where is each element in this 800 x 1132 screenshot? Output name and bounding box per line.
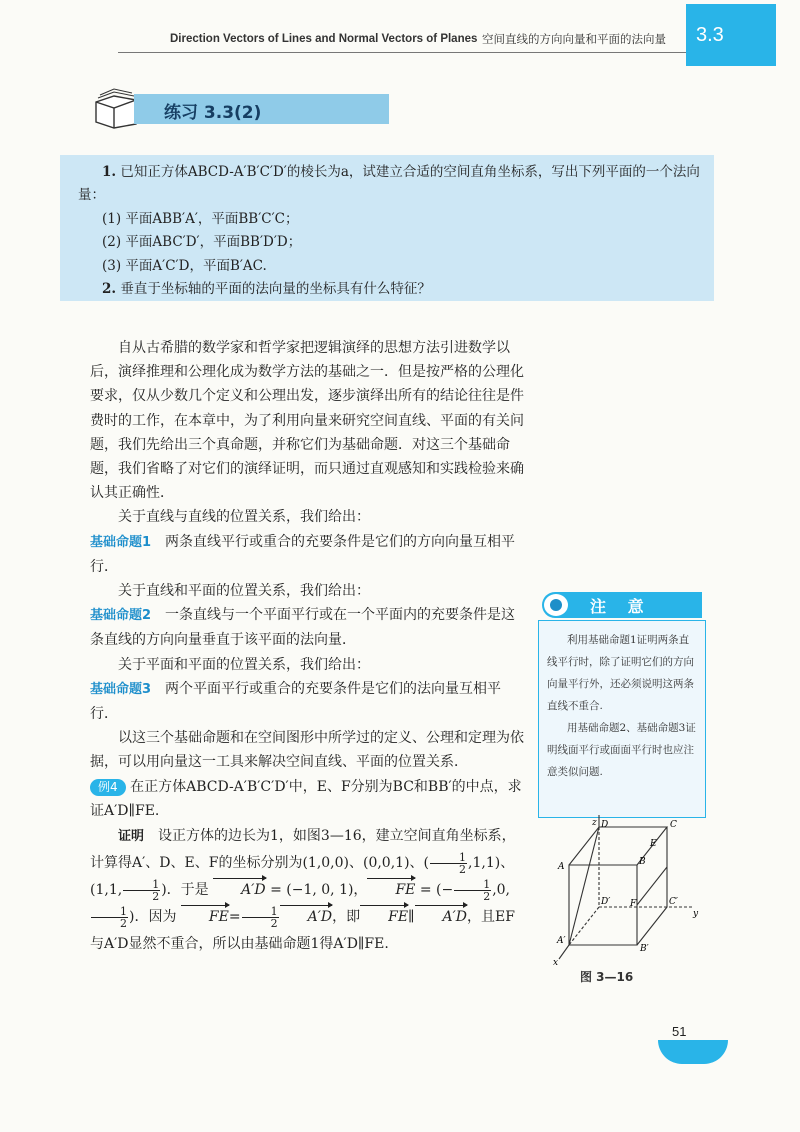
prop3-text: 两个平面平行或重合的充要条件是它们的法向量互相平行． <box>90 680 502 723</box>
prop2-text: 一条直线与一个平面平行或在一个平面内的充要条件是这条直线的方向向量垂直于该平面的法向量． <box>90 607 516 649</box>
header-rule <box>118 52 698 53</box>
label-z: z <box>592 818 597 828</box>
proof-part-4: ，且EF与A′D显然不重合，所以由基础命题1得A′D∥FE. <box>90 909 515 953</box>
eye-icon <box>544 594 568 616</box>
header-title-zh: 空间直线的方向向量和平面的法向量 <box>482 32 666 46</box>
summary-paragraph: 以这三个基础命题和在空间图形中所学过的定义、公理和定理为依据，可以用向量这一工具来解决空间直线、平面的位置关系． <box>90 730 524 771</box>
proof-part-1: 设正方体的边长为1，如图3—16，建立空间直角坐标系，计算得A′、D、E、F的坐标分别为(1,0,0)、(0,0,1)、 <box>90 828 516 872</box>
q1-number: 1. <box>102 164 117 180</box>
example-4 <box>90 775 528 823</box>
exercise-q2 <box>78 278 700 301</box>
proof-part-3: 因为 <box>148 909 177 926</box>
cube-figure <box>553 815 703 970</box>
note-header <box>540 592 708 622</box>
book-icon <box>92 88 140 130</box>
header-title-en: Direction Vectors of Lines and Normal Vectors of Planes <box>170 33 478 45</box>
label-B: B <box>639 857 646 867</box>
proof-part-2: 于是 <box>180 882 209 899</box>
note-title: 注 意 <box>590 597 652 616</box>
note-box <box>538 620 706 818</box>
q1-item-2: (2) 平面ABC′D′，平面BB′D′D； <box>102 234 302 251</box>
section-tab: 3.3 <box>686 4 776 66</box>
prop2-label: 基础命题2 <box>90 608 152 624</box>
exercise-heading <box>92 88 532 130</box>
page-number-area <box>658 1024 728 1058</box>
lead-3: 关于平面和平面的位置关系，我们给出： <box>118 656 370 673</box>
label-D-prime: D′ <box>601 897 611 907</box>
label-E: E <box>650 839 657 849</box>
proposition-1 <box>90 530 528 579</box>
proposition-3 <box>90 677 528 726</box>
page-header <box>0 0 800 70</box>
prop1-label: 基础命题1 <box>90 534 152 550</box>
q2-text: 垂直于坐标轴的平面的法向量的坐标具有什么特征？ <box>120 281 431 298</box>
label-A-prime: A′ <box>557 936 566 946</box>
lead-2: 关于直线和平面的位置关系，我们给出： <box>118 583 370 600</box>
proof-label: 证明 <box>118 829 145 845</box>
intro-paragraph: 自从古希腊的数学家和哲学家把逻辑演绎的思想方法引进数学以后，演绎推理和公理化成为数学方法的基础之一．但是按严格的公理化要求，仅从少数几个定义和公理出发，逐步演绎出所有的结论往往是件费时的工作，在本章中，为了利用向量来研究空间直线、平面的有关问题，我们先给出三个真命题，并称它们为基础命题．对这三个基础命题，我们省略了对它们的演绎证明，而只通过直观感知和实践检验来确认其正确性． <box>90 340 524 502</box>
label-y: y <box>693 909 699 919</box>
lead-1: 关于直线与直线的位置关系，我们给出： <box>118 509 370 526</box>
note-paragraph-1: 利用基础命题1证明两条直线平行时，除了证明它们的方向向量平行外，还必须说明这两条直线不重合. <box>547 634 694 712</box>
label-A: A <box>558 862 565 872</box>
proof: 证明 设正方体的边长为1，如图3—16，建立空间直角坐标系，计算得A′、D、E、F的坐标分别为(1,0,0)、(0,0,1)、( $\frac{1}{2}$ ,1,1)、(1,1, $\frac{1}{2}$ )．于是 A′D = (−1, 0, 1)， FE = (− $\frac{1}{2}$ ,0, $\frac{1}{2}$ )．因为 FE= $\frac{1}{2}$ A′D，即 FE∥ A′D，且EF与A′D显然不重合，所以由基础命题1得A′D∥FE. <box>90 828 516 953</box>
label-x: x <box>553 958 559 968</box>
exercise-q1 <box>78 161 700 208</box>
figure-caption: 图 3—16 <box>580 970 634 984</box>
exercise-box <box>60 155 714 301</box>
page-number: 51 <box>672 1024 687 1039</box>
label-F: F <box>630 899 637 909</box>
label-B-prime: B′ <box>640 944 649 954</box>
example-label: 例4 <box>90 779 126 796</box>
label-C: C <box>670 820 677 830</box>
q1-text: 已知正方体ABCD-A′B′C′D′的棱长为a，试建立合适的空间直角坐标系，写出下列平面的一个法向量： <box>78 164 700 204</box>
q2-number: 2. <box>102 281 117 298</box>
page-number-tab <box>658 1040 728 1064</box>
note-paragraph-2: 用基础命题2、基础命题3证明线面平行或面面平行时也应注意类似问题. <box>547 722 696 778</box>
prop3-label: 基础命题3 <box>90 681 152 697</box>
label-D: D <box>601 820 609 830</box>
q1-item-1: (1) 平面ABB′A′，平面BB′C′C； <box>102 210 299 227</box>
exercise-title: 练习 3.3(2) <box>164 103 262 123</box>
example-text: 在正方体ABCD-A′B′C′D′中，E、F分别为BC和BB′的中点，求证A′D∥FE. <box>90 778 522 819</box>
q1-item-3: (3) 平面A′C′D，平面B′AC. <box>102 257 267 274</box>
label-C-prime: C′ <box>669 897 678 907</box>
proposition-2 <box>90 603 528 652</box>
prop1-text: 两条直线平行或重合的充要条件是它们的方向向量互相平行． <box>90 533 516 575</box>
main-text <box>90 336 528 958</box>
